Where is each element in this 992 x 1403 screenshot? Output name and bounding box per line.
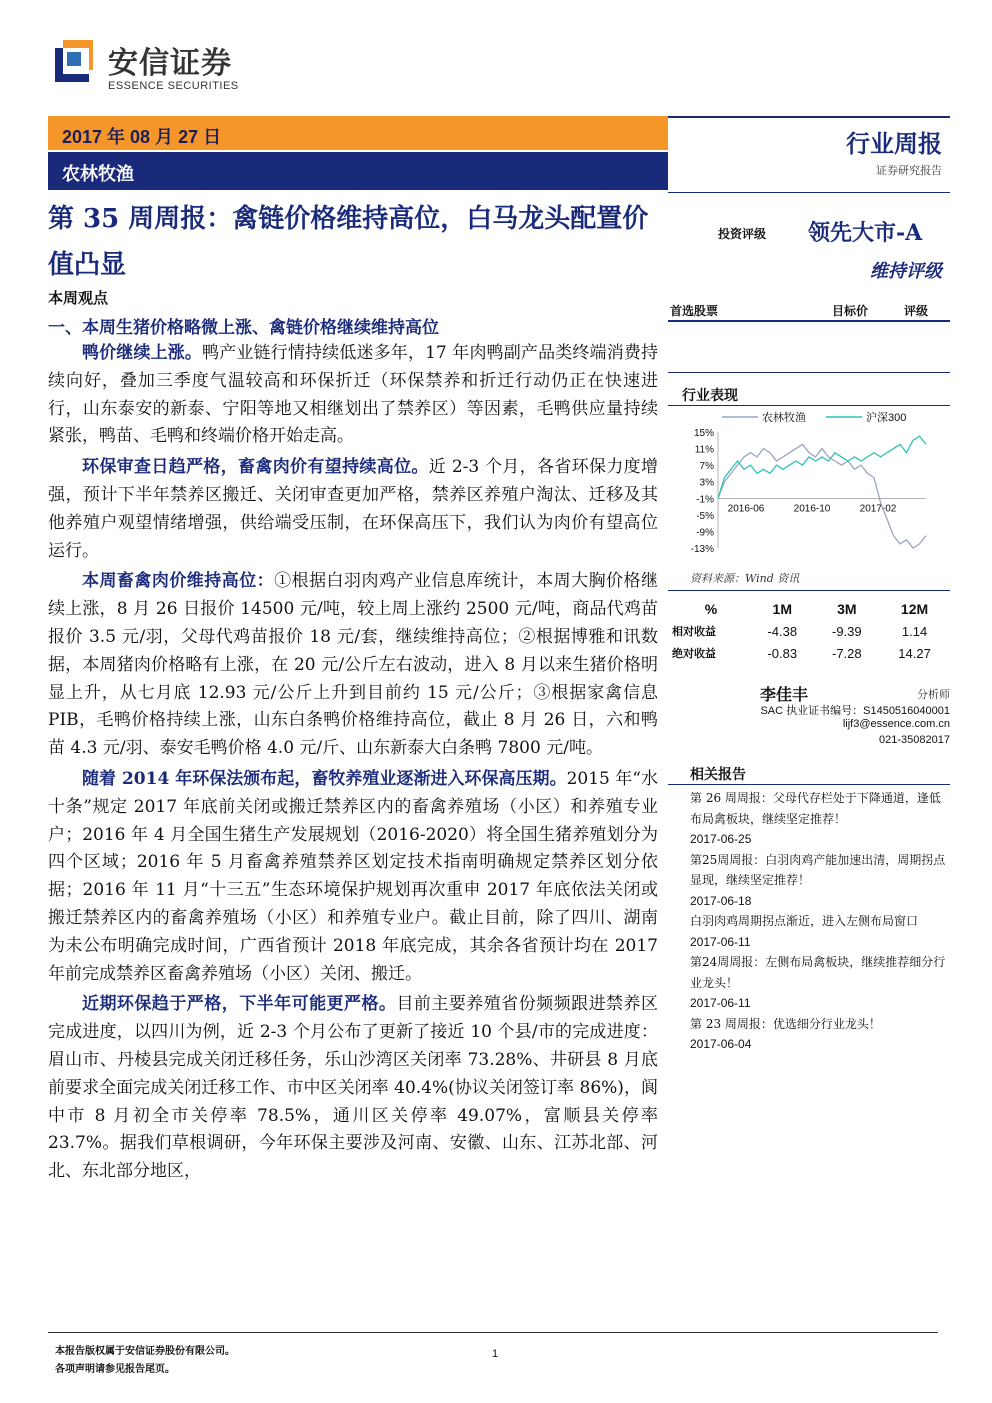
y-tick-label: 7% — [699, 461, 714, 473]
table-header-cell: 12M — [900, 601, 929, 617]
y-tick-label: -1% — [696, 494, 714, 506]
view-label: 本周观点 — [48, 289, 109, 307]
series-line — [718, 444, 926, 548]
report-subtype: 证券研究报告 — [876, 164, 942, 177]
copyright-notice: 本报告版权属于安信证券股份有限公司。 — [55, 1346, 235, 1357]
table-header-row — [672, 598, 950, 620]
sector-bar — [48, 152, 668, 190]
analyst-phone: 021-35082017 — [879, 734, 950, 746]
paragraph-text: 鸭产业链行情持续低迷多年，17 年肉鸭副产品类终端消费持续向好，叠加三季度气温较高和环保折迁（环保禁养和折迁行动仍正在快速进行，山东泰安的新泰、宁阳等地又相继划出了禁养区）等因素，毛鸭供应量持续紧张，鸭苗、毛鸭和终端价格开始走高。 — [48, 343, 658, 447]
related-reports-list — [690, 788, 952, 1055]
footer-divider — [48, 1332, 938, 1333]
paragraph-text: ①根据白羽肉鸡产业信息库统计，本周大胸价格继续上涨，8 月 26 日报价 14500 元/吨，较上周上涨约 2500 元/吨，商品代鸡苗报价 3.5 元/羽，父母代鸡苗报价 18 元/套，继续维持高位；②根据博雅和讯数据，本周猪肉价格略有上涨，在 20 元/公斤左右波动，进入 8 月以来生猪价格明显上升，从七月底 12.93 元/公斤上升到目前约 15 元/公斤；③根据家禽信息 PIB，毛鸭价格持续上涨，山东白条鸭价格维持高位，截止 8 月 26 日，六和鸭苗 4.3 元/羽、泰安毛鸭价格 4.0 元/斤、山东新泰大白条鸭 7800 元/吨。 — [48, 571, 658, 759]
x-tick-label: 2016-06 — [727, 503, 765, 515]
analyst-sac: SAC 执业证书编号：S1450516040001 — [760, 705, 950, 717]
paragraph — [48, 340, 658, 451]
report-title: 第 35 周周报：禽链价格维持高位，白马龙头配置价值凸显 — [48, 204, 649, 280]
row-label: 相对收益 — [672, 625, 716, 638]
related-report-title[interactable]: 白羽肉鸡周期拐点渐近，进入左侧布局窗口 — [690, 914, 919, 928]
disclaimer-notice: 各项声明请参见报告尾页。 — [55, 1364, 175, 1375]
paragraph-lead: 近期环保趋于严格，下半年可能更严格。 — [82, 994, 397, 1015]
analyst-title: 分析师 — [917, 688, 950, 701]
body-text — [48, 340, 658, 1189]
table-row — [672, 620, 950, 642]
table-cell: -9.39 — [832, 623, 862, 639]
table-header-cell: 1M — [772, 601, 792, 617]
divider — [668, 590, 950, 591]
target-price-col-header: 目标价 — [832, 304, 869, 318]
paragraph-lead: 鸭价继续上涨。 — [82, 343, 203, 363]
table-cell: -4.38 — [767, 623, 798, 639]
table-cell: 1.14 — [901, 623, 928, 639]
page-number: 1 — [492, 1348, 499, 1360]
related-report-title[interactable]: 第24周周报：左侧布局禽板块，继续推荐细分行业龙头！ — [690, 955, 946, 990]
divider — [668, 320, 950, 322]
performance-label: 行业表现 — [682, 388, 738, 404]
related-report-title[interactable]: 第 23 周周报：优选细分行业龙头！ — [690, 1016, 881, 1031]
paragraph-lead: 本周畜禽肉价维持高位： — [82, 571, 275, 592]
related-report-title[interactable]: 第 26 周周报：父母代存栏处于下降通道，逢低布局禽板块，继续坚定推荐！ — [690, 791, 941, 826]
related-reports-label: 相关报告 — [690, 767, 746, 783]
stock-col-header: 首选股票 — [670, 304, 719, 318]
related-report-date: 2017-06-11 — [690, 996, 751, 1010]
paragraph — [48, 766, 658, 988]
rating-label: 投资评级 — [718, 227, 767, 241]
y-tick-label: -5% — [696, 510, 714, 522]
brand-name-cn: 安信证券 — [108, 47, 232, 80]
analyst-email[interactable]: lijf3@essence.com.cn — [842, 718, 950, 730]
table-cell: 14.27 — [898, 645, 931, 661]
report-type: 行业周报 — [846, 129, 942, 158]
related-report-date: 2017-06-11 — [690, 934, 751, 949]
section-title: 一、本周生猪价格略微上涨、禽链价格继续维持高位 — [48, 318, 439, 338]
related-report-date: 2017-06-04 — [690, 1037, 752, 1051]
related-report-date: 2017-06-25 — [690, 832, 752, 846]
table-cell: -0.83 — [767, 645, 798, 661]
divider — [668, 784, 950, 785]
paragraph-text: 目前主要养殖省份频频跟进禁养区完成进度，以四川为例，近 2-3 个月公布了更新了接近 10 个县/市的完成进度：眉山市、丹棱县完成关闭迁移任务，乐山沙湾区关闭率 73.28%、井研县 8 月底前要求全面完成关闭迁移工作、市中区关闭率 40.4%(协议关闭签订率 86%)，阆中市 8 月初全市关停率 78.5%，通川区关停率 49.07%，富顺县关停率 23.7%。据我们草根调研，今年环保主要涉及河南、安徽、山东、江苏北部、河北、东北部分地区， — [48, 994, 658, 1182]
rating-status: 维持评级 — [870, 261, 942, 282]
report-date: 2017 年 08 月 27 日 — [62, 127, 222, 147]
y-tick-label: -13% — [690, 544, 714, 555]
sector-label: 农林牧渔 — [62, 164, 134, 185]
company-logo — [55, 40, 99, 84]
y-tick-label: 3% — [699, 477, 714, 489]
paragraph — [48, 991, 658, 1186]
paragraph — [48, 568, 658, 763]
paragraph-text: 2015 年“水十条”规定 2017 年底前关闭或搬迁禁养区内的畜禽养殖场（小区）和养殖专业户；2016 年 4 月全国生猪生产发展规划（2016-2020）将全国生猪养殖划分为四个区域；2016 年 5 月畜禽养殖禁养区划定技术指南明确规定禁养区划分依据；2016 年 11 月“十三五”生态环境保护规划再次重申 2017 年底依法关闭或搬迁禁养区内的畜禽养殖场（小区）和养殖专业户。截止目前，除了四川、湖南为未公布明确完成时间，广西省预计 2018 年底完成，其余各省预计均在 2017 年前完成禁养区畜禽养殖场（小区）关闭、搬迁。 — [48, 768, 659, 984]
table-cell: -7.28 — [832, 645, 862, 661]
analyst-name: 李佳丰 — [760, 685, 809, 704]
y-tick-label: 15% — [693, 428, 714, 439]
paragraph-lead: 随着 2014 年环保法颁布起，畜牧养殖业逐渐进入环保高压期。 — [82, 768, 567, 789]
paragraph-text: 近 2-3 个月，各省环保力度增强，预计下半年禁养区搬迁、关闭审查更加严格，禁养区养殖户淘汰、迁移及其他养殖户观望情绪增强，供给端受压制，在环保高压下，我们认为肉价有望高位运行。 — [48, 457, 659, 561]
series-line — [718, 436, 926, 498]
row-label: 绝对收益 — [672, 647, 716, 660]
x-tick-label: 2017-02 — [859, 503, 897, 515]
table-header-cell: % — [704, 601, 718, 617]
x-tick-label: 2016-10 — [793, 503, 831, 515]
brand-name-en: ESSENCE SECURITIES — [108, 80, 239, 92]
table-header-cell: 3M — [837, 601, 857, 617]
divider — [668, 372, 950, 373]
legend-label: 农林牧渔 — [762, 412, 806, 424]
y-tick-label: -9% — [696, 527, 714, 539]
related-report-title[interactable]: 第25周周报：白羽肉鸡产能加速出清，周期拐点显现，继续坚定推荐！ — [690, 852, 946, 887]
table-row — [672, 642, 950, 664]
chart-source: 资料来源：Wind 资讯 — [690, 572, 800, 585]
legend-label: 沪深300 — [866, 412, 907, 424]
returns-table — [672, 598, 950, 664]
related-report-date: 2017-06-18 — [690, 893, 752, 908]
y-tick-label: 11% — [694, 444, 714, 456]
paragraph-lead: 环保审查日趋严格，畜禽肉价有望持续高位。 — [82, 457, 429, 478]
paragraph — [48, 454, 658, 565]
performance-chart — [672, 406, 950, 566]
rating-value: 领先大市-A — [808, 220, 923, 246]
rating-col-header: 评级 — [904, 304, 929, 318]
